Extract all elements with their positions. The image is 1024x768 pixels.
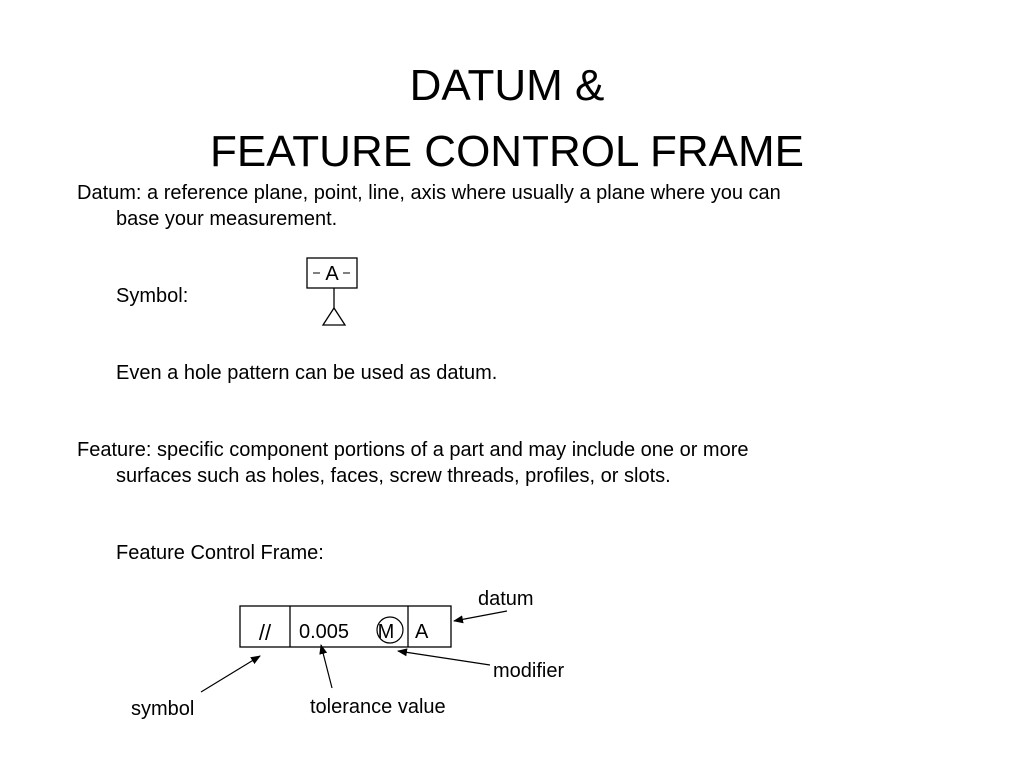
datum-symbol: [307, 258, 357, 325]
fcf-parallelism-symbol: //: [258, 620, 272, 645]
fcf-datum-reference: A: [415, 621, 429, 643]
datum-triangle-icon: [323, 308, 345, 325]
callout-symbol-arrow: [201, 656, 260, 692]
callout-datum-label: datum: [478, 588, 534, 610]
datum-symbol-letter: A: [325, 263, 339, 285]
callout-symbol-label: symbol: [131, 698, 195, 720]
slide-title-line-2: FEATURE CONTROL FRAME: [209, 127, 805, 176]
symbol-label: Symbol:: [116, 285, 189, 307]
callout-datum-arrow: [454, 611, 507, 621]
fcf-modifier: M: [377, 621, 395, 643]
feature-definition-line-2: surfaces such as holes, faces, screw threads, profiles, or slots.: [116, 465, 671, 487]
callouts: [131, 588, 564, 720]
fcf-label: Feature Control Frame:: [116, 542, 324, 564]
datum-definition-line-2: base your measurement.: [116, 208, 338, 230]
callout-modifier-arrow: [398, 651, 490, 665]
feature-definition-line-1: Feature: specific component portions of a part and may include one or more: [77, 439, 749, 461]
callout-tolerance-arrow: [321, 645, 332, 688]
datum-definition-line-1: Datum: a reference plane, point, line, axis where usually a plane where you can: [77, 182, 781, 204]
slide-title-line-1: DATUM &: [409, 61, 605, 110]
hole-pattern-note: Even a hole pattern can be used as datum.: [116, 362, 498, 384]
callout-tolerance-label: tolerance value: [310, 696, 446, 718]
feature-control-frame: [240, 606, 451, 647]
callout-modifier-label: modifier: [493, 660, 565, 682]
fcf-tolerance-value: 0.005: [299, 621, 350, 643]
